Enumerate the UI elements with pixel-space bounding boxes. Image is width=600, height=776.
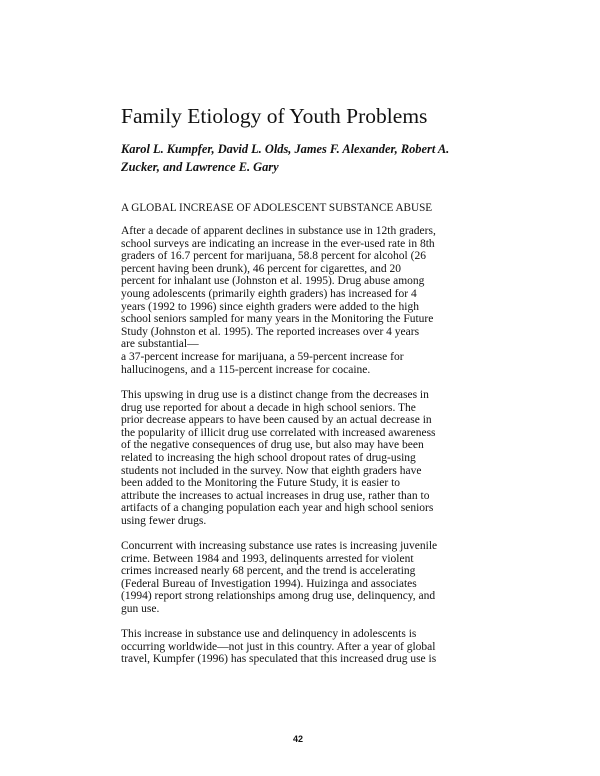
text-line: a 37-percent increase for marijuana, a 59-percent increase for — [121, 350, 404, 363]
text-line: This increase in substance use and delinquency in adolescents is — [121, 628, 417, 640]
text-line: using fewer drugs. — [121, 514, 207, 527]
paragraph-4 — [121, 628, 461, 666]
text-line: percent for inhalant use (Johnston et al. 1995). Drug abuse among — [121, 275, 425, 288]
text-line: prior decrease appears to have been caused by an actual decrease in — [121, 414, 432, 427]
text-line: artifacts of a changing population each year and high school seniors — [121, 502, 434, 515]
text-line: related to increasing the high school dropout rates of drug-using — [121, 451, 416, 464]
paragraph-1 — [121, 225, 461, 376]
paragraph-2 — [121, 389, 461, 528]
text-line: years (1992 to 1996) since eighth graders were added to the high — [121, 300, 419, 313]
author-list — [121, 141, 461, 176]
text-line: After a decade of apparent declines in substance use in 12th graders, — [121, 225, 436, 237]
text-line: are substantial— — [121, 338, 199, 351]
author-line: Karol L. Kumpfer, David L. Olds, James F. Alexander, Robert A. — [121, 142, 450, 156]
text-line: travel, Kumpfer (1996) has speculated that this increased drug use is — [121, 653, 437, 666]
page-title: Family Etiology of Youth Problems — [121, 104, 428, 128]
text-line: Study (Johnston et al. 1995). The reported increases over 4 years — [121, 325, 420, 338]
text-line: drug use reported for about a decade in high school seniors. The — [121, 401, 416, 414]
text-line: hallucinogens, and a 115-percent increase for cocaine. — [121, 363, 371, 376]
text-line: crime. Between 1984 and 1993, delinquents arrested for violent — [121, 552, 414, 565]
paragraph-3 — [121, 540, 461, 616]
section-heading: A GLOBAL INCREASE OF ADOLESCENT SUBSTANCE ABUSE — [121, 202, 433, 214]
text-line: occurring worldwide—not just in this country. After a year of global — [121, 640, 436, 653]
text-line: school surveys are indicating an increase in the ever-used rate in 8th — [121, 237, 435, 250]
text-line: school seniors sampled for many years in the Monitoring the Future — [121, 313, 434, 326]
text-line: the popularity of illicit drug use correlated with increased awareness — [121, 426, 436, 439]
page-number: 42 — [293, 734, 304, 744]
text-line: students not included in the survey. Now that eighth graders have — [121, 464, 422, 477]
text-line: been added to the Monitoring the Future Study, it is easier to — [121, 477, 401, 490]
text-line: crimes increased nearly 68 percent, and the trend is accelerating — [121, 565, 416, 578]
text-line: of the negative consequences of drug use, but also may have been — [121, 439, 424, 452]
text-line: (1994) report strong relationships among drug use, delinquency, and — [121, 590, 436, 603]
text-line: (Federal Bureau of Investigation 1994). Huizinga and associates — [121, 577, 417, 590]
author-line: Zucker, and Lawrence E. Gary — [121, 159, 279, 174]
text-line: This upswing in drug use is a distinct change from the decreases in — [121, 389, 429, 401]
text-line: Concurrent with increasing substance use rates is increasing juvenile — [121, 540, 438, 552]
text-line: young adolescents (primarily eighth graders) has increased for 4 — [121, 287, 417, 300]
text-line: attribute the increases to actual increases in drug use, rather than to — [121, 489, 430, 502]
text-line: gun use. — [121, 602, 160, 615]
text-line: graders of 16.7 percent for marijuana, 58.8 percent for alcohol (26 — [121, 250, 426, 263]
text-line: percent having been drunk), 46 percent for cigarettes, and 20 — [121, 262, 402, 275]
